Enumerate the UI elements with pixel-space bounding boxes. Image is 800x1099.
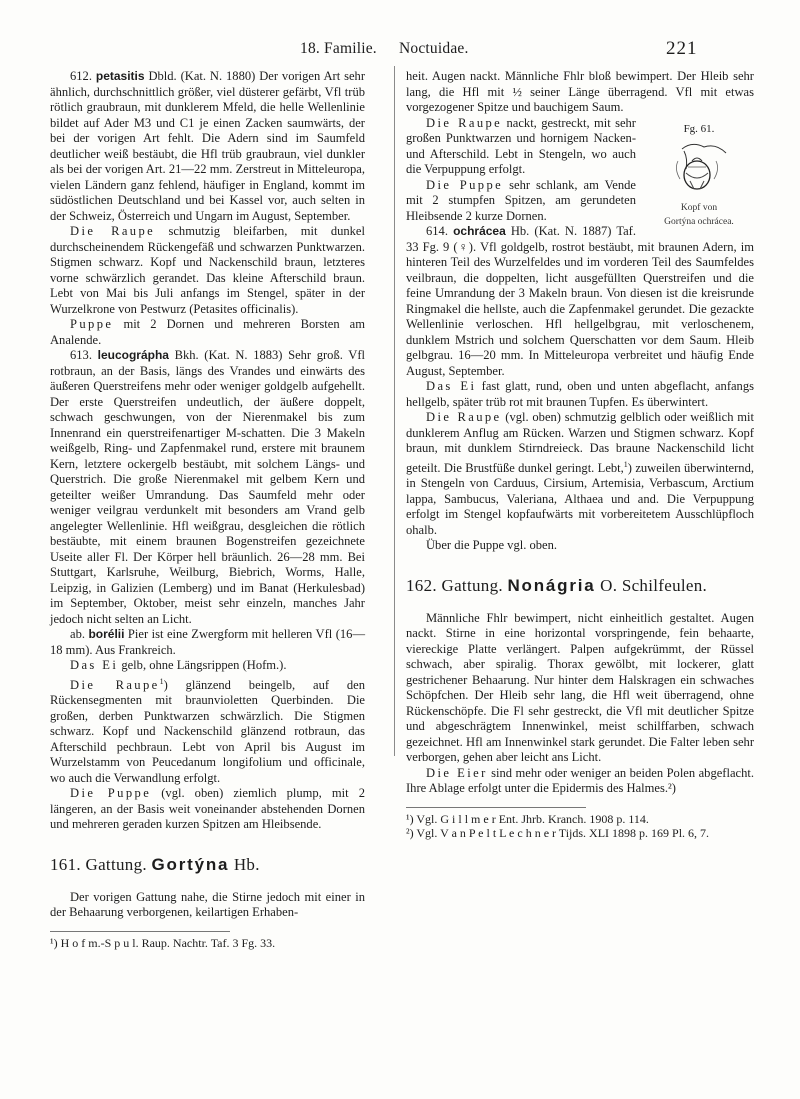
- figure-61: [644, 116, 754, 229]
- footnote-rule: [50, 931, 230, 932]
- entry-613: 613. leucográpha Bkh. (Kat. N. 1883) Sehr groß. Vfl rotbraun, an der Basis, längs des Vrandes und einwärts des äußeren Querstreifens mehr oder weniger goldgelb aufgehellt. Der erste Querstreifen undeutlich, der äußere doppelt, schwach geschwungen, von der Nierenmakel bis zum Innenrand ein querstreifenartiger M-schatten. Die 3 Makeln weißgelb, Ring- und Zapfenmakel rund, erstere mit braunem Kern, letztere ockergelb bestäubt, mit solchem Längs- und Querstrich. Die große Nierenmakel mit gelbem Kern und geteilter weißer Umrandung. Das Saumfeld mehr oder weniger veilgrau verdunkelt mit besonders am Vrand gelb angelegter Wellenlinie. Hfl weißgrau, desgleichen die rötlich bestäubte, mit einem braunen Bogenstreifen gezeichnete Useite aller Fl. Der Körper hell bräunlich. 26—28 mm. Bei Stuttgart, Karlsruhe, Weilburg, Biebrich, Worms, Halle, Leipzig, in Galizien (Lemberg) und im Banat (Herkulesbad) im September, Oktober, meist sehr einzeln, manches Jahr jedoch nicht selten an Licht.: [50, 348, 365, 626]
- moth-head-illustration: [664, 139, 734, 201]
- entry-614: 614. ochrácea Hb. (Kat. N. 1887) Taf. 33 Fg. 9 (♀). Vfl goldgelb, rostrot bestäubt, mit braunen Adern, im hinteren Teil des Wurzelfeldes und im vorderen Teil des Saumfeldes veilbraun, die doppelten, licht ausgefüllten Querstreifen und die feine Umrandung der 3 Makeln braun. Von diesen ist die kreisrunde Ringmakel die hellste, auch die Zapfenmakel gerundet. Die gezackte Wellenlinie verloschen. Hfl hellgelbgrau, mit verloschenem, dunklem Mstrich und solchem Querschatten vor dem Saum. Hleib gelbgrau. 16—20 mm. In Mitteleuropa verbreitet und häufig Ende August, September.: [406, 224, 754, 378]
- ei-613: Das Ei gelb, ohne Längsrippen (Hofm.).: [70, 658, 287, 672]
- species-name: ochrácea: [453, 224, 506, 238]
- raupe-613: Die Raupe$^1$) glänzend beingelb, auf den Rückensegmenten mit braunvioletten Querbinden. Die großen, derben Punktwarzen schwärzlich. Die Stigmen schwarz. Kopf und Nackenschild glänzend rotbraun, das Afterschild pechbraun. Lebt von April bis August im Wurzelstamm von Peucedanum longifolium und officinale, wo auch die Verwandlung erfolgt.: [50, 676, 365, 785]
- ei-614: Das Ei fast glatt, rund, oben und unten abgeflacht, anfangs hellgelb, später trüb rot mit braunen Tupfen. Es überwintert.: [406, 379, 754, 409]
- puppe-genus: Die Puppe sehr schlank, am Vende mit 2 stumpfen Spitzen, am gerundeten Hleibsende 2 kurze Dornen.: [406, 177, 636, 223]
- aberration-borelii: ab. borélii Pier ist eine Zwergform mit helleren Vfl (16—18 mm). Aus Frankreich.: [50, 627, 365, 657]
- raupe-612: Die Raupe schmutzig bleifarben, mit dunkel durchscheinendem Rückengefäß und schwarzen Punktwarzen. Stigmen schwarz. Kopf und Nackenschild braun, letzteres vorne schwärzlich gerandet. Das kleine Afterschild braun. Lebt von Mai bis Juli anfangs im Stengel, später in der Wurzelkrone von Pestwurz (Petasites officinalis).: [50, 224, 365, 316]
- page-header: [0, 40, 800, 64]
- genus-161-text: Der vorigen Gattung nahe, die Stirne jedoch mit einer in der Behaarung verborgenen, keilartigen Erhaben-: [50, 889, 365, 920]
- left-column: [50, 69, 365, 950]
- column-divider: [394, 66, 395, 756]
- header-family-name: Noctuidae.: [399, 40, 469, 57]
- genus-162-text: Männliche Fhlr bewimpert, nicht einheitlich gestaltet. Augen nackt. Stirne in eine horizontal vorspringende, fein behaarte, viereckige Platte verlängert. Palpen aufgekrümmt, der Rüssel schwach, aber spiralig. Thorax gewölbt, mit lockerer, glatt gestrichener Behaarung. Nur hinter dem Halskragen ein schwaches Schöpfchen. Der Hleib sehr lang, die Hfl weit überragend, ohne Rückenschöpfe. Die Fl sehr gestreckt, die Vfl mit deutlicher Spitze und abgeschrägtem Innenwinkel, meist schilffarben, schwach gezeichnet. Hfl am Innenwinkel stark gerundet. Die Falter leben sehr verborgen, gehen aber leicht ans Licht.: [406, 610, 754, 765]
- figure-caption-1: Kopf von: [680, 203, 718, 213]
- footnote-left: ¹) H o f m.-S p u l. Raup. Nachtr. Taf. 3 Fg. 33.: [50, 935, 276, 950]
- genus-161-heading: 161. Gattung. Gortýna Hb.: [50, 854, 260, 874]
- figure-caption-2: Gortýna ochrácea.: [664, 216, 734, 227]
- figure-label: Fg. 61.: [683, 122, 715, 135]
- eier-162: Die Eier sind mehr oder weniger an beiden Polen abgeflacht. Ihre Ablage erfolgt unter die Epidermis des Halmes.²): [406, 765, 754, 796]
- puppe-614: Über die Puppe vgl. oben.: [426, 538, 558, 553]
- genus-162-heading: 162. Gattung. Nonágria O. Schilfeulen.: [406, 575, 708, 595]
- puppe-612: Puppe mit 2 Dornen und mehreren Borsten am Analende.: [50, 317, 365, 347]
- footnote-right-1: ¹) Vgl. G i l l m e r Ent. Jhrb. Kranch. 1908 p. 114.: [406, 811, 649, 826]
- puppe-613: Die Puppe (vgl. oben) ziemlich plump, mit 2 längeren, an der Basis weit voneinander abstehenden Dornen und mehreren geraden kurzen Spitzen am Hleibsende.: [50, 786, 365, 832]
- raupe-genus: Die Raupe nackt, gestreckt, mit sehr großen Punktwarzen und hornigem Nacken- und Afterschild. Lebt in Stengeln, wo auch die Verpuppung erfolgt.: [406, 115, 636, 176]
- genus-161-continued: heit. Augen nackt. Männliche Fhlr bloß bewimpert. Der Hleib sehr lang, die Hfl mit ½ seiner Länge überragend. Vfl mit etwas vorgezogener Spitze und bauchigem Saum.: [406, 69, 754, 114]
- species-name: leucográpha: [97, 348, 169, 362]
- species-name: petasitis: [95, 69, 145, 83]
- entry-612: 612. petasitis Dbld. (Kat. N. 1880) Der vorigen Art sehr ähnlich, durchschnittlich größer, viel düsterer gefärbt, Vfl trüb rötlich graubraun, mit dunklerem Mfeld, die helle Wellenlinie bildet auf Ader M3 und C1 je einen Zacken saumwärts, der bei der vorigen Art fehlt. Die Adern sind im Saumfeld deutlicher weiß bestäubt, die Hfl trüb graubraun, viel dunkler als bei der vorigen Art. 21—22 mm. Zerstreut in Mitteleuropa, vielen Ländern ganz fehlend, häufiger in England, kommt im südöstlichen Deutschland und bei Kassel vor, auch selten in der Schweiz, Österreich und Ungarn im August, September.: [50, 69, 365, 223]
- raupe-614: Die Raupe (vgl. oben) schmutzig gelblich oder weißlich mit dunklerem Anflug am Rücken. Warzen und Stigmen schwarz. Kopf braun, mit dunklem Stirndreieck. Das braune Nackenschild licht geteilt. Die Brustfüße dunkel geringt. Lebt,$^1$) zuweilen überwinternd, in Stengeln von Carduus, Cirsium, Artemisia, Verbascum, Arctium lappa, Sambucus, Valeriana, Althaea und and. Die Verpuppung erfolgt im Stengel kopfaufwärts mit vorbereitetem Ausschlüpfloch ohalb.: [406, 410, 754, 537]
- footnote-rule: [406, 807, 586, 808]
- right-column: [406, 69, 754, 841]
- header-family: 18. Familie.: [300, 40, 377, 57]
- footnote-right-2: ²) Vgl. V a n P e l t L e c h n e r Tijds. XLI 1898 p. 169 Pl. 6, 7.: [406, 826, 710, 841]
- page-number: 221: [666, 38, 698, 59]
